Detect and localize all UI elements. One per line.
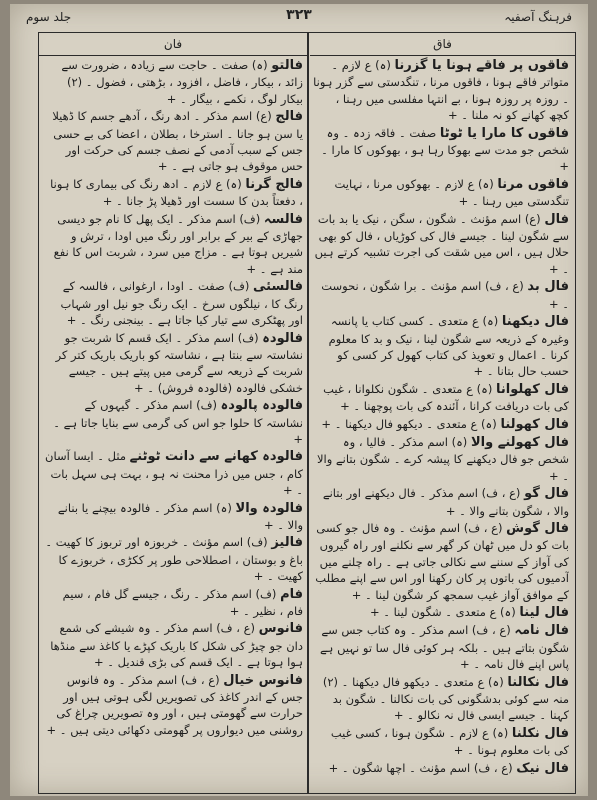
- dictionary-entry: [313, 211, 569, 278]
- dictionary-entry: [45, 500, 303, 534]
- dictionary-entry: [313, 125, 569, 175]
- dictionary-entry: [313, 278, 569, 312]
- entry-definition: (ہ) ع متعدی ۔ شگون نکلوانا ، غیب کی بات دریافت کرانا ، آئندہ کی بات پوچھنا ۔ +: [323, 381, 569, 414]
- entry-headword: فال دیکھنا: [501, 314, 569, 330]
- entry-headword: فام: [280, 586, 303, 602]
- dictionary-entry: [313, 434, 569, 484]
- dictionary-entry: [45, 620, 303, 670]
- entry-definition: (ف) اسم مذکر ۔ رنگ ، جیسے گل فام ، سیم فام ، نظیر ۔ +: [62, 586, 303, 618]
- dictionary-entry: [45, 278, 303, 328]
- dictionary-entry: [45, 211, 303, 278]
- entry-definition: (ع ، ف) اسم مذکر ۔ وہ کتاب جس سے شگون بتاتے ہیں ۔ بلکہ ہر کوئی فال سا تو نہیں ہے پاس اپنے فال نامہ ۔ +: [319, 623, 569, 672]
- dictionary-entry: [313, 760, 569, 777]
- entry-definition: (ف) اسم مذکر ۔ ایک پھل کا نام جو دیسی جھاڑی کے بیر کے برابر اور رنگ میں اودا ، ترش و شیریں ہوتا ہے ۔ مزاج میں سرد ، شربت اس کا نفع مند ہے ۔ +: [53, 211, 303, 276]
- entry-headword: فاقوں مرنا: [497, 176, 569, 192]
- dictionary-entry: [45, 672, 303, 739]
- dictionary-entry: [45, 57, 303, 107]
- dictionary-entry: [313, 176, 569, 210]
- entry-definition: (ہ) ع متعدی ۔ دیکھو فال دیکھنا ۔ +: [321, 416, 497, 431]
- entry-definition: (ف) اسم مذکر ۔ ایک قسم کا شربت جو نشاستہ سے بنتا ہے ، نشاستہ کو باریک باریک کتر کر شربت کے ذریعہ سے گرمی میں پیتے ہیں ۔ جیسے خشکی فالودہ (فالودہ فروش) ۔ +: [55, 330, 303, 395]
- entry-headword: فال گوش: [506, 520, 569, 536]
- entry-definition: (ع) اسم مذکر ۔ ادھ رنگ ، آدھے جسم کا ڈھیلا یا سن ہو جانا ۔ استرخا ، بطلان ، اعضا کی بے حسی جس کے سبب آدمی کے نصف جسم کی حرکت اور حس موقوف ہو جاتی ہے ۔ +: [52, 109, 303, 174]
- entry-definition: صفت ۔ فاقہ زدہ ۔ وہ شخص جو مدت سے بھوکا رہا ہو ، بھوکوں کا مارا ۔ +: [321, 125, 569, 174]
- entry-definition: (ف) اسم مؤنث ۔ خربوزہ اور تربوز کا کھیت ۔ باغ و بوستان ، اصطلاحی طور پر ککڑی ، خربوزے کا کھیت ۔ +: [45, 535, 303, 584]
- entry-definition: (ع) اسم مؤنث ۔ شگون ، سگن ، نیک یا بد بات سے شگون لینا ۔ جیسے فال کی کوڑیاں ، فال کو بھی حلال ہیں ، اس میں شقت کی اجرت تشبیہ کرتے ہیں ۔ +: [314, 211, 569, 276]
- dictionary-entry: [313, 622, 569, 672]
- entry-headword: فال لینا: [519, 605, 569, 620]
- entry-headword: فال کھولنے والا: [470, 434, 569, 450]
- entry-definition: (ف) اسم مذکر ۔ گیہوں کے نشاستہ کا حلوا جو اس کی گرمی سے بنایا جاتا ہے ۔ +: [53, 398, 303, 446]
- entry-headword: فانوس خیال: [223, 672, 303, 688]
- entry-headword: فال گو: [524, 486, 569, 502]
- dictionary-entry: [45, 397, 303, 447]
- entry-headword: فالودہ کھانے سے دانت ٹوٹنے: [129, 449, 303, 465]
- dictionary-page: [10, 4, 588, 796]
- entry-headword: فالج: [275, 109, 303, 125]
- entry-headword: فاقوں کا مارا یا ٹوٹا: [439, 125, 569, 141]
- entry-headword: فال نکالنا: [507, 674, 569, 690]
- entry-definition: (ہ) ع لازم ۔ ادھ رنگ کی بیماری کا ہونا ، دفعتاً بدن کا سست اور ڈھیلا پڑ جانا ۔ +: [50, 176, 303, 209]
- entry-headword: فانوس: [258, 621, 303, 637]
- dictionary-entry: [313, 416, 569, 433]
- entry-definition: (ع ، ف) اسم مذکر ۔ وہ فانوس جس کے اندر کاغذ کی تصویریں لگی ہوتی ہیں اور حرارت سے گھومتی ہیں ، اور وہ تصویریں چراغ کی روشنی میں دیواروں پر گھومتی دکھائی دیتی ہیں ۔ +: [46, 672, 303, 737]
- entry-definition: (ہ) صفت ۔ حاجت سے زیادہ ، ضرورت سے زائد ، بیکار ، فاضل ، افزود ، بڑھتی ، فضول ۔ (۲) بیکار لوگ ، نکمے ، بیگار ۔ +: [61, 58, 303, 106]
- entry-definition: (ہ) اسم مذکر ۔ فالیا ، وہ شخص جو فال دیکھنے کا پیشہ کرے ۔ شگون بتانے والا ۔ +: [316, 434, 569, 483]
- page-number: ۳۲۳: [286, 7, 312, 23]
- entry-headword: فال: [544, 211, 569, 227]
- entry-definition: (ہ) ع لازم ۔ متواتر فاقے ہونا ، فاقوں مرنا ، تنگدستی سے گزر ہونا ۔ روزہ پر روزہ ہونا ، بے انتہا مفلسی میں رہنا ، کچھ کھانے کو نہ ملنا ۔ +: [313, 58, 569, 123]
- dictionary-entry: [313, 381, 569, 415]
- entry-headword: فال کھولنا: [500, 416, 569, 432]
- entry-definition: (ف) صفت ۔ اودا ، ارغوانی ، فالسہ کے رنگ کا ، نیلگوں سرخ ۔ ایک رنگ جو نیل اور شہاب اور پھٹکری سے تیار کیا جاتا ہے ۔ بینجنی رنگ ۔ +: [60, 279, 303, 328]
- entry-headword: فال نکلنا: [511, 725, 569, 741]
- dictionary-entry: [313, 57, 569, 124]
- entry-headword: فال بد: [527, 279, 569, 295]
- entry-definition: (ہ) ع متعدی ۔ دیکھو فال دیکھنا ۔ (۲) منہ سے کوئی بدشگونی کی بات نکالنا ۔ شگون بد کہنا ۔ جیسے ایسی فال نہ نکالو ۔ +: [322, 674, 569, 723]
- left-column-heading: فان: [39, 33, 307, 56]
- dictionary-entry: [45, 448, 303, 498]
- entry-definition: (ہ) ع متعدی ۔ کسی کتاب یا پانسہ وغیرہ کے ذریعہ سے شگون لینا ، نیک و بد کا معلوم کرنا ۔ اعمال و تعویذ کی کتاب کھول کر کسی کو حسب حال بتانا ۔ +: [328, 314, 569, 379]
- entry-headword: فالج گرنا: [245, 176, 303, 192]
- entry-headword: فالودہ پالودہ: [220, 398, 303, 414]
- dictionary-entry: [313, 520, 569, 603]
- left-column: [45, 57, 303, 789]
- dictionary-entry: [45, 534, 303, 584]
- dictionary-entry: [45, 586, 303, 620]
- text-frame: [38, 32, 576, 794]
- entry-definition: (ہ) ع لازم ۔ شگون ہونا ، کسی غیب کی بات معلوم ہونا ۔ +: [330, 725, 569, 758]
- entry-definition: (ع ، ف) اسم مؤنث ۔ اچھا شگون ۔ +: [328, 760, 513, 775]
- entry-definition: (ع ، ف) اسم مؤنث ۔ برا شگون ، نحوست ۔ +: [321, 279, 569, 311]
- page-header: [10, 4, 588, 32]
- entry-headword: فالسہ: [263, 211, 303, 227]
- entry-headword: فاقوں پر فاقے ہونا یا گزرنا: [394, 58, 569, 73]
- entry-headword: فالودہ: [262, 330, 303, 346]
- dictionary-entry: [313, 674, 569, 724]
- column-divider: [307, 33, 309, 793]
- dictionary-entry: [313, 725, 569, 759]
- dictionary-entry: [313, 485, 569, 519]
- dictionary-entry: [313, 604, 569, 621]
- entry-headword: فال کھلوانا: [495, 381, 569, 397]
- entry-definition: (ع ، ف) اسم مذکر ۔ وہ شیشے کی شمع دان جو چیڑ کی شکل کا باریک کپڑے یا کاغذ سے منڈھا ہوا ہوتا ہے ۔ ایک قسم کی بڑی قندیل ۔ +: [50, 621, 303, 670]
- entry-headword: فال نامہ: [514, 623, 569, 639]
- dictionary-entry: [45, 108, 303, 175]
- entry-headword: فال نیک: [516, 760, 569, 776]
- dictionary-entry: [45, 176, 303, 210]
- entry-headword: فالودہ والا: [235, 500, 303, 516]
- book-title: فرہنگ آصفیہ: [504, 10, 572, 24]
- entry-headword: فالسئی: [253, 279, 303, 295]
- entry-headword: فالیز: [271, 535, 303, 551]
- right-column-heading: فاق: [310, 33, 575, 56]
- entry-headword: فالتو: [271, 58, 303, 73]
- entry-definition: (ہ) اسم مذکر ۔ فالودہ بیچنے یا بنانے والا ۔ +: [57, 500, 303, 532]
- entry-definition: (ع ، ف) اسم مؤنث ۔ وہ فال جو کسی بات کو دل میں ٹھان کر گھر سے نکلنے اور راہ گیروں کی آواز کے سننے سے نکالی جاتی ہے ۔ راہ چلنے میں آدمیوں کی باتوں پر کان رکھنا اور اس سے اپنے مطلب کے موافق آواز غیب سمجھ کر شگون لینا ۔ +: [315, 520, 569, 602]
- dictionary-entry: [45, 330, 303, 397]
- entry-definition: (ہ) ع متعدی ۔ شگون لینا ۔ +: [369, 605, 516, 619]
- right-column: [313, 57, 569, 789]
- volume-label: جلد سوم: [26, 10, 72, 24]
- entry-definition: (ع ، ف) اسم مذکر ۔ فال دیکھنے اور بتانے والا ، شگون بتانے والا ۔ +: [322, 486, 569, 518]
- entry-definition: (ہ) ع لازم ۔ بھوکوں مرنا ، نہایت تنگدستی میں رہنا ۔ +: [334, 176, 569, 209]
- dictionary-entry: [313, 313, 569, 380]
- entry-definition: مثل ۔ ایسا آسان کام ، جس میں ذرا محنت نہ ہو ، بہت ہی سہل بات ۔ +: [45, 449, 303, 498]
